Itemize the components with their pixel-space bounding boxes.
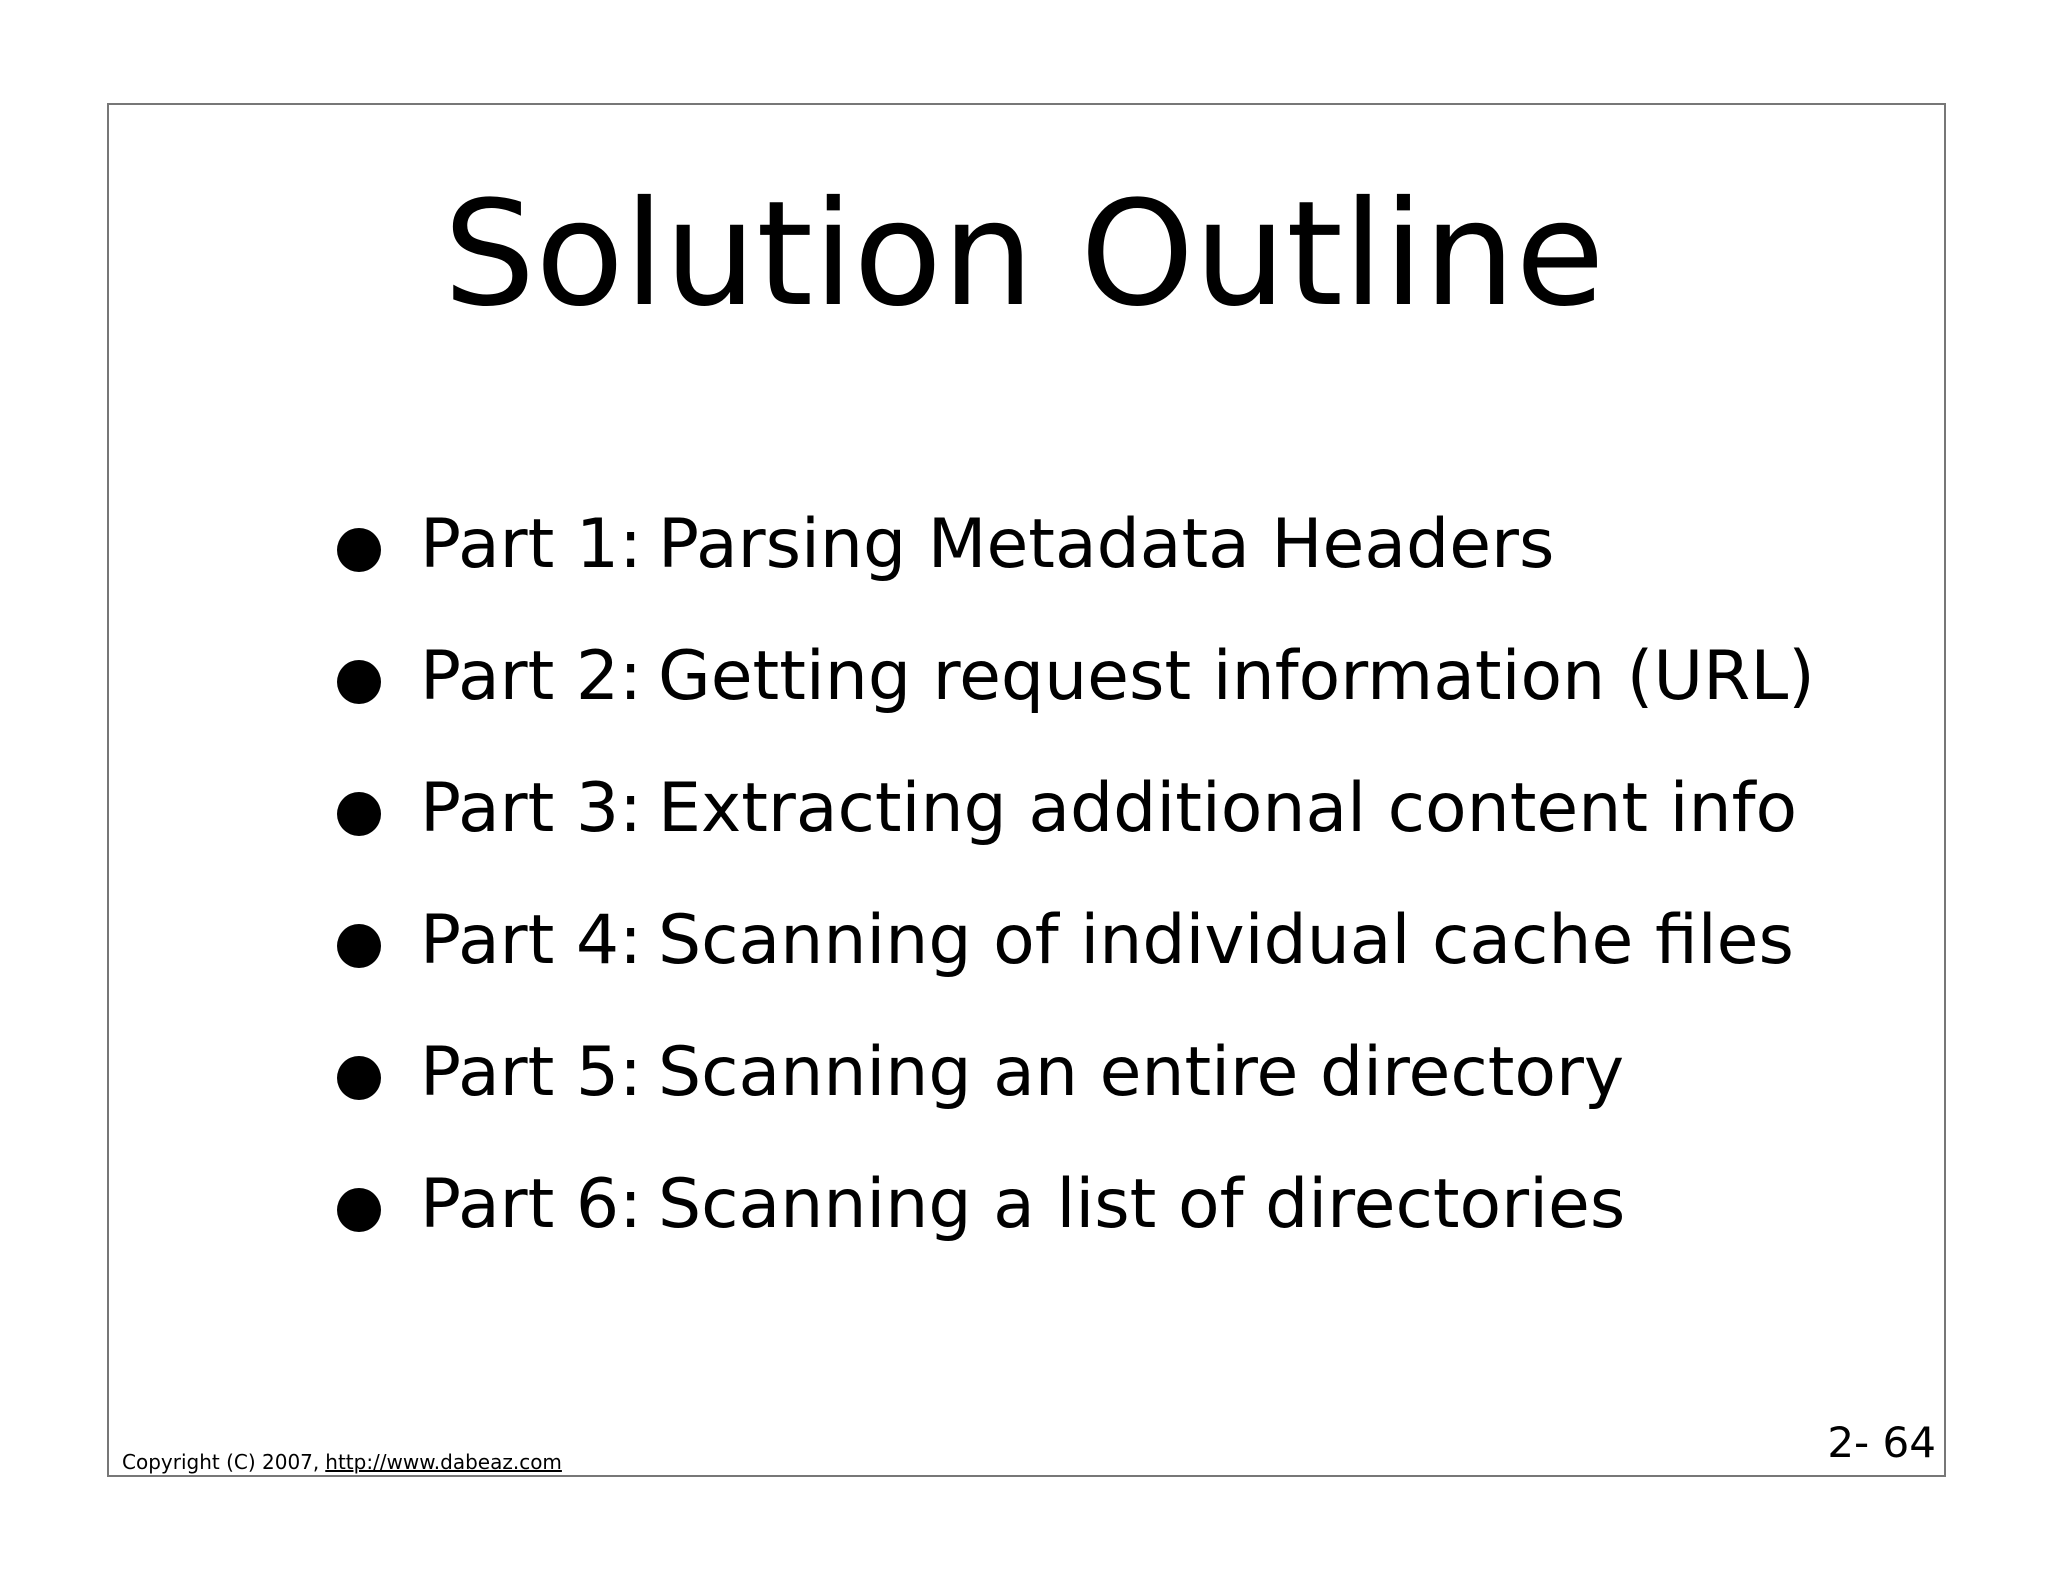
bullet-text xyxy=(420,1165,1625,1245)
bullet-icon xyxy=(337,924,381,968)
part-description: Scanning an entire directory xyxy=(658,1033,1625,1112)
part-description: Scanning of individual cache files xyxy=(658,901,1794,980)
part-label: Part 4: xyxy=(420,901,643,980)
bullet-icon xyxy=(337,528,381,572)
bullet-text xyxy=(420,637,1815,717)
bullet-icon xyxy=(337,1188,381,1232)
copyright-text: Copyright (C) 2007, xyxy=(122,1450,320,1474)
part-label: Part 6: xyxy=(420,1165,643,1244)
part-description: Extracting additional content info xyxy=(658,769,1798,848)
part-description: Scanning a list of directories xyxy=(658,1165,1626,1244)
part-description: Parsing Metadata Headers xyxy=(658,505,1555,584)
part-description: Getting request information (URL) xyxy=(658,637,1815,716)
part-label: Part 2: xyxy=(420,637,643,716)
bullet-text xyxy=(420,769,1797,849)
bullet-icon xyxy=(337,660,381,704)
website-link[interactable]: http://www.dabeaz.com xyxy=(325,1450,562,1474)
bullet-text xyxy=(420,901,1794,981)
footer-copyright xyxy=(122,1450,562,1474)
bullet-text xyxy=(420,1033,1624,1113)
bullet-icon xyxy=(337,792,381,836)
part-label: Part 3: xyxy=(420,769,643,848)
part-label: Part 1: xyxy=(420,505,643,584)
slide-title: Solution Outline xyxy=(443,170,1605,339)
bullet-icon xyxy=(337,1056,381,1100)
bullet-text xyxy=(420,505,1554,585)
page-number: 2- 64 xyxy=(1827,1418,1936,1467)
part-label: Part 5: xyxy=(420,1033,643,1112)
